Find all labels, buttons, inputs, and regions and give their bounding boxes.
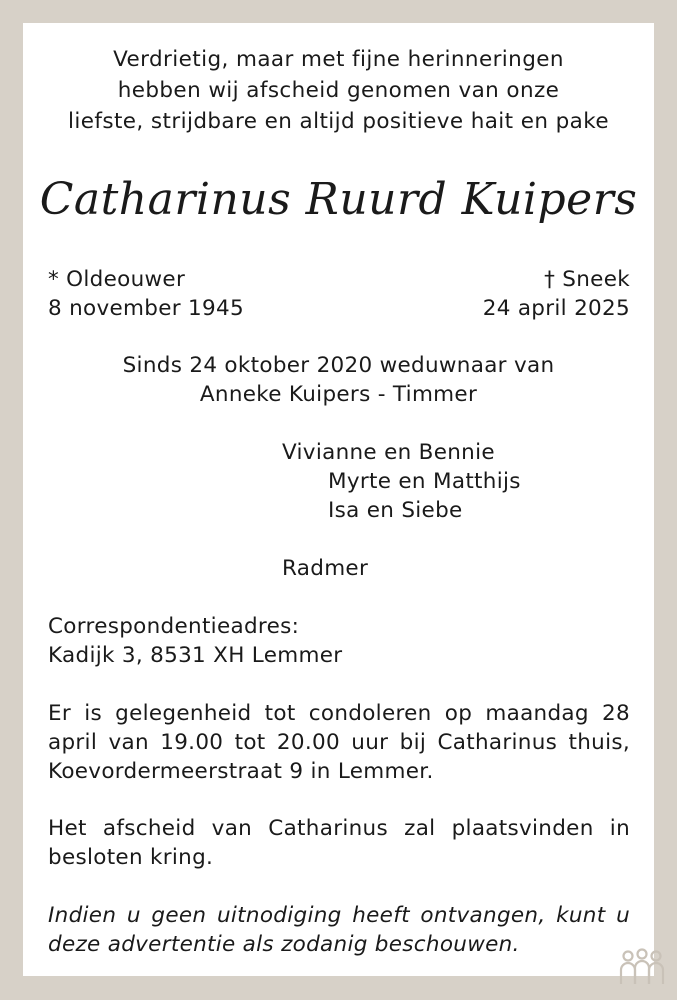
grandchild: Myrte en Matthijs — [328, 469, 521, 494]
farewell-text: Het afscheid van Catharinus zal plaatsvinden in besloten kring. — [48, 816, 630, 870]
birth-place: * Oldeouwer — [48, 267, 186, 292]
intro-line: Verdrietig, maar met fijne herinneringen — [113, 47, 564, 72]
note-text: Indien u geen uitnodiging heeft ontvangen, kunt u deze advertentie als zodanig beschouwen. — [48, 903, 630, 957]
children: Vivianne en Bennie — [282, 440, 495, 465]
intro-text — [0, 44, 677, 137]
widower-line: Sinds 24 oktober 2020 weduwnaar van — [122, 353, 555, 378]
death-place: † Sneek — [544, 267, 630, 292]
birth-date: 8 november 1945 — [48, 296, 244, 321]
condolence-text: Er is gelegenheid tot condoleren op maandag 28 april van 19.00 tot 20.00 uur bij Catharinus thuis, Koevordermeerstraat 9 in Lemmer. — [48, 701, 630, 784]
intro-line: liefste, strijdbare en altijd positieve hait en pake — [68, 109, 609, 134]
spouse-name: Anneke Kuipers - Timmer — [199, 382, 478, 407]
people-logo-icon — [618, 946, 666, 990]
death-date: 24 april 2025 — [482, 296, 630, 321]
correspondence-label: Correspondentieadres: — [48, 614, 300, 639]
correspondence-address: Kadijk 3, 8531 XH Lemmer — [48, 643, 343, 668]
family-member: Radmer — [282, 556, 369, 581]
grandchild: Isa en Siebe — [328, 498, 463, 523]
deceased-name: Catharinus Ruurd Kuipers — [39, 174, 638, 225]
intro-line: hebben wij afscheid genomen van onze — [117, 78, 560, 103]
